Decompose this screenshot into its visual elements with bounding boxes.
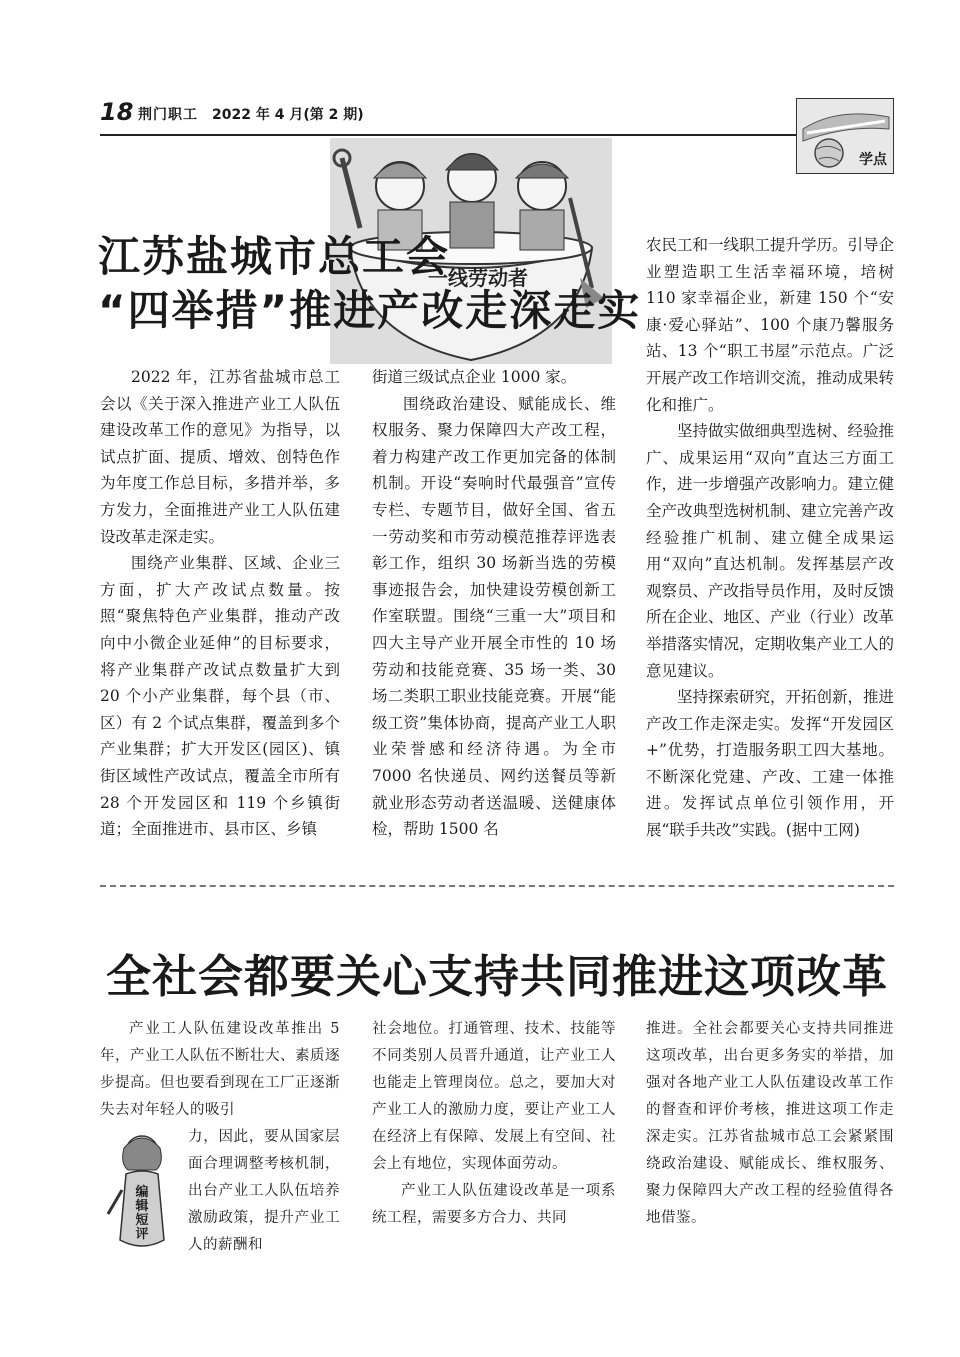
article2-title: 全社会都要关心支持共同推进这项改革 [105, 950, 888, 1003]
article1-title-line1: 江苏盐城市总工会 [98, 232, 451, 281]
article2-column-3 [646, 1016, 894, 1232]
paragraph: 社会地位。打通管理、技术、技能等不同类别人员晋升通道，让产业工人也能走上管理岗位。总之，要加大对产业工人的激励力度，要让产业工人在经济上有保障、发展上有空间、社会上有地位，实现体面劳动。 [372, 1021, 616, 1172]
paragraph: 坚持做实做细典型选树、经验推广、成果运用“双向”直达三方面工作，进一步增强产改影响力。建立健全产改典型选树机制、建立完善产改经验推广机制、建立健全成果运用“双向”直达机制。发挥基层产改观察员、产改指导员作用，及时反馈所在企业、地区、产业（行业）改革举措落实情况，定期收集产业工人的意见建议。 [646, 422, 895, 680]
magazine-name: 荆门职工 [138, 107, 198, 123]
page-header [100, 98, 700, 128]
article1-column-1 [100, 364, 340, 843]
paragraph: 街道三级试点企业 1000 家。 [372, 368, 577, 386]
paragraph: 农民工和一线职工提升学历。引导企业塑造职工生活幸福环境，培树 110 家幸福企业，新建 150 个“安康·爱心驿站”、100 个康乃馨服务站、13 个“职工书屋”示范点。广泛开展产改工作培训交流，推动成果转化和推广。 [646, 236, 895, 414]
editor-label-char: 编 [135, 1185, 149, 1200]
article2-column-1-bottom [188, 1124, 340, 1259]
paragraph: 2022 年，江苏省盐城市总工会以《关于深入推进产业工人队伍建设改革工作的意见》为指导，以试点扩面、提质、增效、创特色作为年度工作总目标，多措并举，多方发力，全面推进产业工人队伍建设改革走深走实。 [100, 368, 340, 546]
article1-title-line2: “四举措”推进产改走深走实 [98, 286, 642, 336]
article2-column-2 [372, 1016, 616, 1232]
section-divider [100, 885, 894, 887]
paragraph: 围绕产业集群、区域、企业三方面，扩大产改试点数量。按照“聚焦特色产业集群，推动产改向中小微企业延伸”的目标要求，将产业集群产改试点数量扩大到 20 个小产业集群，每个县（市、区）有 2 个试点集群，覆盖到多个产业集群；扩大开发区(园区)、镇街区域性产改试点，覆盖全市所有 28 个开发园区和 119 个乡镇街道；全面推进市、县市区、乡镇 [100, 554, 340, 839]
article1-column-3 [646, 232, 894, 844]
editor-label-char: 评 [135, 1227, 149, 1242]
editor-label-char: 短 [135, 1213, 149, 1228]
paragraph: 围绕政治建设、赋能成长、维权服务、聚力保障四大产改工程，着力构建产改工作更加完备的体制机制。开设“奏响时代最强音”宣传专栏、专题节目，做好全国、省五一劳动奖和市劳动模范推荐评选表彰工作，组织 30 场新当选的劳模事迹报告会，加快建设劳模创新工作室联盟。围绕“三重一大”项目和四大主导产业开展全市性的 10 场劳动和技能竞赛、35 场一类、30 场二类职工职业技能竞赛。开展“能级工资”集体协商，提高产业工人职业荣誉感和经济待遇。为全市 7000 名快递员、网约送餐员等新就业形态劳动者送温暖、送健康体检，帮助 1500 名 [372, 394, 616, 839]
paragraph: 力，因此，要从国家层面合理调整考核机制，出台产业工人队伍培养激励政策，提升产业工人的薪酬和 [188, 1129, 340, 1253]
page-number: 18 [100, 98, 134, 126]
paragraph: 产业工人队伍建设改革是一项系统工程，需要多方合力、共同 [372, 1183, 616, 1226]
illustration-caption: 一线劳动者 [428, 266, 528, 290]
issue-date: 2022 年 4 月(第 2 期) [212, 107, 364, 123]
paragraph: 产业工人队伍建设改革推出 5 年，产业工人队伍不断壮大、素质逐步提高。但也要看到现在工厂正逐渐失去对年轻人的吸引 [100, 1021, 340, 1118]
article2-column-1-top [100, 1016, 340, 1124]
paragraph: 推进。全社会都要关心支持共同推进这项改革，出台更多务实的举措，加强对各地产业工人队伍建设改革工作的督查和评价考核，推进这项工作走深走实。江苏省盐城市总工会紧紧围绕政治建设、赋能成长、维权服务、聚力保障四大产改工程的经验值得各地借鉴。 [646, 1021, 894, 1226]
paragraph: 坚持探索研究，开拓创新，推进产改工作走深走实。发挥“开发园区 +”优势，打造服务职工四大基地。不断深化党建、产改、工建一体推进。发挥试点单位引领作用，开展“联手共改”实践。(据中工网) [646, 688, 895, 840]
article1-title [98, 232, 641, 337]
section-badge [796, 98, 894, 174]
editor-comment-label [132, 1186, 152, 1242]
editor-label-char: 辑 [135, 1199, 149, 1214]
header-rule [100, 134, 892, 136]
article1-column-2 [372, 364, 616, 843]
section-label: 学点 [859, 152, 887, 168]
